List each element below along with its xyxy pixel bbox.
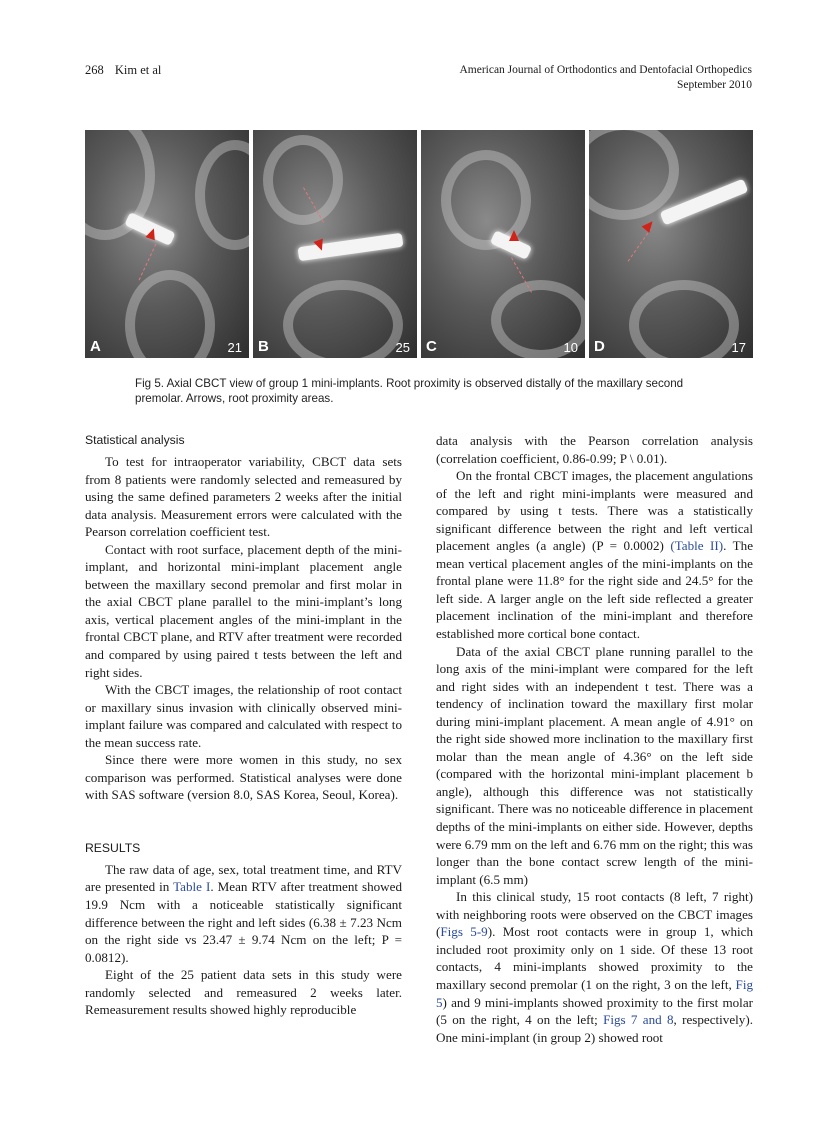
figure-panel-c [421, 130, 585, 358]
figure-link[interactable]: Fig 5 [436, 976, 753, 1010]
figure-panel-a [85, 130, 249, 358]
journal-title: American Journal of Orthodontics and Dentofacial Orthopedics [459, 64, 752, 76]
panel-label: C [426, 338, 437, 355]
paragraph: To test for intraoperator variability, CBCT data sets from 8 patients were randomly selected and remeasured by using the same defined parameters 2 weeks after the initial data analysis. Measurement errors were calculated with the Pearson correlation coefficient test. [85, 454, 402, 540]
table-link[interactable]: (Table II) [670, 538, 724, 554]
text: . Mean RTV after treatment showed 19.9 Ncm with a noticeable statistically significant difference between the right and left sides (6.38 ± 7.23 Ncm on the right side vs 23.47 ± 9.74 Ncm on the left; P = 0.0812). [85, 879, 402, 965]
figure-panel-b [253, 130, 417, 358]
panel-label: B [258, 338, 269, 355]
paragraph: Data of the axial CBCT plane running parallel to the long axis of the mini-implant were compared for the left and right sides with an independent t test. There was a tendency of inclination toward the maxillary first molar during mini-implant placement. A mean angle of 4.91° on the right side showed more inclination to the maxillary first molar than the mean angle of 4.36° on the left side (compared with the horizontal mini-implant placement b angle), although this difference was not statistically significant. There was no noticeable difference in placement depths of the mini-implants on either side. However, depths were 6.79 mm on the left and 6.76 mm on the right; this was longer than the bone contact screw length of the mini-implant (6.5 mm) [436, 643, 753, 887]
left-column [85, 432, 402, 1019]
text: ) and 9 mini-implants showed proximity to the first molar (5 on the right, 4 on the left; [436, 994, 753, 1028]
section-heading: RESULTS [85, 840, 141, 855]
right-column [436, 432, 753, 1046]
running-header-left [85, 63, 161, 78]
text: On the frontal CBCT images, the placement angulations of the left and right mini-implants were measured and compared by using t tests. There was a statistically significant difference between the right and left vertical placement angles (a angle) (P = 0.0002) [436, 468, 753, 554]
paragraph: Since there were more women in this study, no sex comparison was performed. Statistical analyses were done with SAS software (version 8.0, SAS Korea, Seoul, Korea). [85, 752, 402, 803]
text: , respectively). One mini-implant (in group 2) showed root [436, 1012, 753, 1045]
text: . The mean vertical placement angles of the mini-implants on the frontal plane were 11.8° for the right side and 24.5° for the left side. A larger angle on the left side reflected a greater placement inclination of the mini-implant and therefore established more cortical bone contact. [436, 538, 754, 642]
page-number: 268 [85, 63, 104, 77]
panel-number: 17 [731, 340, 746, 355]
text: ). Most root contacts were in group 1, which included root proximity only on 1 side. Of these 13 root contacts, 4 mini-implants showed proximity to the maxillary second premolar (1 on the right, 3 on the left, [436, 924, 753, 992]
paragraph: data analysis with the Pearson correlation analysis (correlation coefficient, 0.86-0.99; P \ 0.01). [436, 433, 753, 466]
table-link[interactable]: Table I [173, 879, 211, 895]
panel-label: D [594, 338, 605, 355]
figure-caption: Fig 5. Axial CBCT view of group 1 mini-implants. Root proximity is observed distally of the maxillary second premolar. Arrows, root proximity areas. [135, 377, 684, 405]
mini-implant-image [298, 233, 404, 261]
issue-date: September 2010 [676, 79, 752, 91]
section-heading: Statistical analysis [85, 433, 185, 447]
text: In this clinical study, 15 root contacts (8 left, 7 right) with neighboring roots were observed on the CBCT images ( [436, 889, 753, 940]
arrow-icon [509, 230, 519, 241]
panel-number: 10 [563, 340, 578, 355]
paragraph [85, 861, 402, 966]
arrow-icon [642, 218, 657, 233]
authors: Kim et al [114, 63, 162, 77]
paragraph: Contact with root surface, placement depth of the mini-implant, and horizontal mini-implant placement angle between the maxillary second premolar and first molar in the axial CBCT plane parallel to the mini-implant’s long axis, vertical placement angles of the mini-implant in the frontal CBCT plane, and RTV after treatment were recorded and compared by using paired t tests between the left and right sides. [85, 541, 402, 680]
figure-link[interactable]: Figs 5-9 [440, 924, 488, 940]
text: The raw data of age, sex, total treatment time, and RTV are presented in [85, 861, 402, 895]
panel-number: 25 [395, 340, 410, 355]
panel-label: A [90, 338, 101, 355]
running-header-right [459, 63, 752, 93]
paragraph [436, 888, 753, 1046]
figure-5 [85, 130, 753, 358]
figure-panel-d [589, 130, 753, 358]
paragraph [436, 467, 753, 642]
paragraph: With the CBCT images, the relationship of root contact or maxillary sinus invasion with clinically observed mini-implant failure was compared and calculated with respect to the mean success rate. [85, 682, 402, 750]
figure-link[interactable]: Figs 7 and 8 [603, 1012, 674, 1028]
panel-number: 21 [227, 340, 242, 355]
paragraph: Eight of the 25 patient data sets in this study were randomly selected and remeasured 2 weeks later. Remeasurement results showed highly reproducible [85, 967, 402, 1018]
